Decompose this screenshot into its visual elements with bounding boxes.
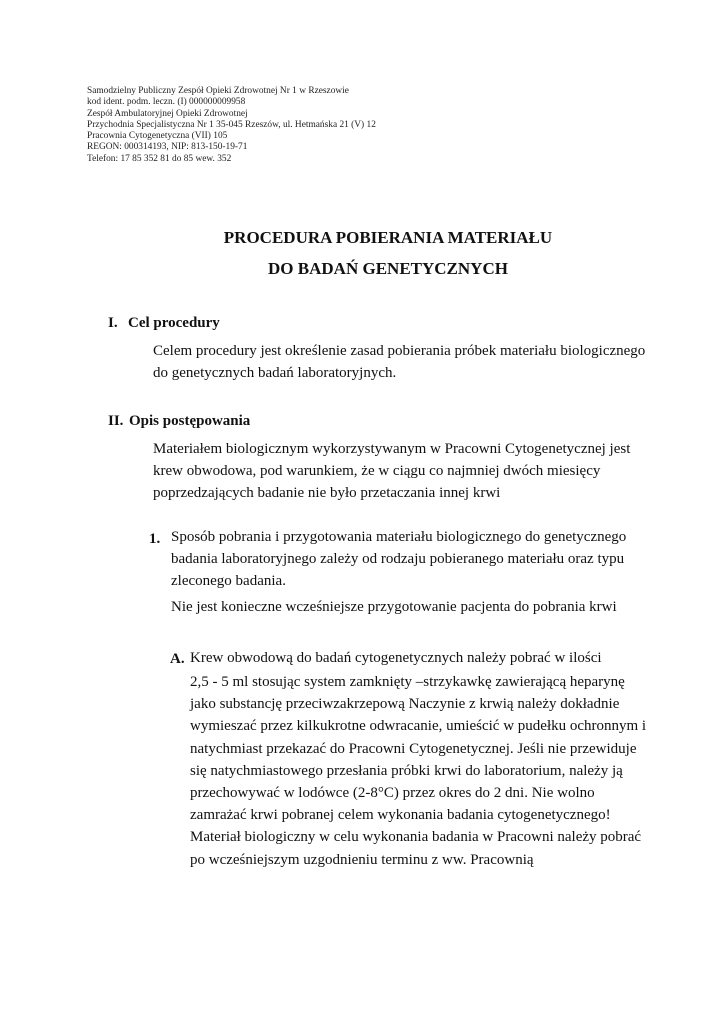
header-line: Telefon: 17 85 352 81 do 85 wew. 352 — [87, 153, 232, 164]
text-line: do genetycznych badań laboratoryjnych. — [153, 365, 397, 382]
text-line: badania laboratoryjnego zależy od rodzaju pobieranego materiału oraz typu — [171, 551, 625, 568]
text-line: Sposób pobrania i przygotowania materiału biologicznego do genetycznego — [171, 529, 627, 545]
text-line: 2,5 - 5 ml stosując system zamknięty –strzykawkę zawierającą heparynę — [190, 674, 625, 690]
item-a-first-line — [190, 647, 602, 669]
section-1-body — [153, 340, 645, 384]
institution-header — [87, 86, 376, 165]
header-line: Samodzielny Publiczny Zespół Opieki Zdrowotnej Nr 1 w Rzeszowie — [87, 86, 349, 96]
header-line: Przychodnia Specjalistyczna Nr 1 35-045 Rzeszów, ul. Hetmańska 21 (V) 12 — [87, 119, 376, 130]
item-1-note — [171, 596, 617, 618]
header-line: kod ident. podm. leczn. (I) 000000009958 — [87, 97, 246, 108]
header-line: Pracownia Cytogenetyczna (VII) 105 — [87, 131, 228, 142]
section-2-title: Opis postępowania — [129, 413, 251, 429]
text-line: wymieszać przez kilkukrotne odwracanie, umieścić w pudełku ochronnym i — [190, 718, 647, 735]
item-a-body — [190, 671, 646, 871]
section-1-number: I. — [108, 315, 118, 331]
section-1-heading — [108, 314, 220, 332]
header-line: Zespół Ambulatoryjnej Opieki Zdrowotnej — [87, 108, 248, 119]
text-line: Nie jest konieczne wcześniejsze przygotowanie pacjenta do pobrania krwi — [171, 599, 617, 615]
text-line: jako substancję przeciwzakrzepową Naczynie z krwią należy dokładnie — [190, 696, 620, 713]
text-line: Celem procedury jest określenie zasad pobierania próbek materiału biologicznego — [153, 343, 646, 359]
text-line: zleconego badania. — [171, 573, 286, 590]
header-line: REGON: 000314193, NIP: 813-150-19-71 — [87, 142, 248, 153]
section-1-title: Cel procedury — [128, 315, 220, 331]
section-2-heading — [108, 412, 250, 430]
text-line: Krew obwodową do badań cytogenetycznych należy pobrać w ilości — [190, 650, 602, 666]
text-line: zamrażać krwi pobranej celem wykonania badania cytogenetycznego! — [190, 807, 611, 824]
document-title-line-1: PROCEDURA POBIERANIA MATERIAŁU — [223, 228, 553, 247]
text-line: Materiałem biologicznym wykorzystywanym w Pracowni Cytogenetycznej jest — [153, 441, 631, 457]
text-line: przechowywać w lodówce (2-8°C) przez okres do 2 dni. Nie wolno — [190, 785, 595, 802]
text-line: poprzedzających badanie nie było przetaczania innej krwi — [153, 485, 501, 502]
text-line: po wcześniejszym uzgodnieniu terminu z ww. Pracownią — [190, 851, 534, 868]
document-title-line-2: DO BADAŃ GENETYCZNYCH — [268, 259, 508, 278]
section-2-body — [153, 438, 630, 505]
text-line: Materiał biologiczny w celu wykonania badania w Pracowni należy pobrać — [190, 829, 642, 846]
item-1-number: 1. — [149, 531, 161, 547]
text-line: się natychmiastowego przesłania próbki krwi do laboratorium, należy ją — [190, 762, 623, 779]
item-a-letter: A. — [170, 651, 185, 667]
text-line: krew obwodowa, pod warunkiem, że w ciągu co najmniej dwóch miesięcy — [153, 463, 601, 480]
item-1-body — [171, 526, 626, 593]
text-line: natychmiast przekazać do Pracowni Cytogenetycznej. Jeśli nie przewiduje — [190, 740, 637, 757]
section-2-number: II. — [108, 413, 124, 429]
